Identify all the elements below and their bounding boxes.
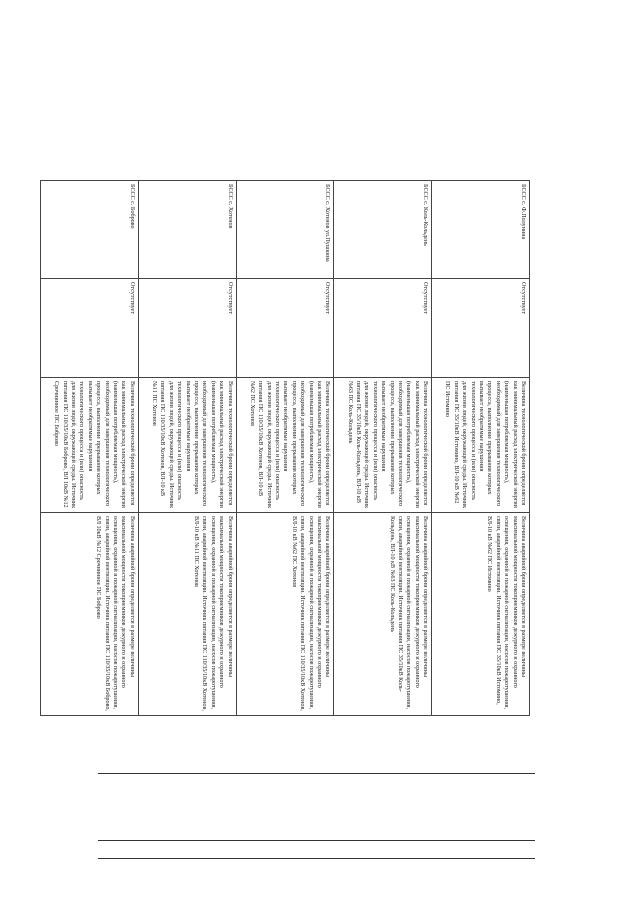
emergency-cell: Величина аварийной брони определяется в размере величины максимальной мощности токоприемников дежурного и охранного освещения, охранной и пожарной сигнализации, насосов пожаротушения, связи, аварийной вентиляции. Источник питания ПС 110/35/10кВ Хотенов, ВЛ-10 кВ №11 ПС Хотенов (138, 513, 236, 716)
location-cell: БССС с. Хотенов ул.Пушкина (236, 181, 334, 279)
description-cell: Величина технологической брони определяется как минимальный расход электрической энергии (наименьшая потребляемая мощность), необходимый для завершения технологического процесса, выполнение прерывания которых вызывает необратимые нарушения технологического процесса и (или) опасность для жизни людей, окружающей среды. Источник питания ПС 110/35/10кВ Боброво, ВЛ 10кВ №12 Срочнинное ПС Боброво (41, 378, 139, 513)
status-cell: Отсутствует (138, 279, 236, 378)
table-row (236, 181, 334, 716)
location-cell: БССС с. Хотенов (138, 181, 236, 279)
horizontal-rule (98, 840, 535, 841)
emergency-cell: Величина аварийной брони определяется в размере величины максимальной мощности токоприемников дежурного и охранного освещения, охранной и пожарной сигнализации, насосов пожаротушения, связи, аварийной вентиляции. Источник питания ПС 35/10кВ Коль-Кольдень, ВЛ-10 кВ №63 ПС Коль-Кольдень (334, 513, 432, 716)
table-row (138, 181, 236, 716)
rotated-table-container (40, 180, 530, 715)
location-cell: БССС с. Коль-Кольдень (334, 181, 432, 279)
emergency-cell: Величина аварийной брони определяется в размере величины максимальной мощности токоприемников дежурного и охранного освещения, охранной и пожарной сигнализации, насосов пожаротушения, связи, аварийной вентиляции. Источник питания ПС 110/35/10кВ Хотенов, ВЛ-10 кВ №62 ПС Хотенов (236, 513, 334, 716)
emergency-cell: Величина аварийной брони определяется в размере величины максимальной мощности токоприемников дежурного и охранного освещения, охранной и пожарной сигнализации, насосов пожаротушения, связи, аварийной вентиляции. Источник питания ПС 110/35/10кВ Боброво, ВЛ 10кВ №12 Срочнинное ПС Боброво (41, 513, 139, 716)
status-cell: Отсутствует (334, 279, 432, 378)
table-row (41, 181, 139, 716)
status-cell: Отсутствует (432, 279, 530, 378)
description-cell: Величина технологической брони определяется как минимальный расход электрической энергии (наименьшая потребляемая мощность), необходимый для завершения технологического процесса, выполнение прерывания которых вызывает необратимые нарушения технологического процесса и (или) опасность для жизни людей, окружающей среды. Источник питания ПС 110/35/10кВ Хотенов, ВЛ-10 кВ №62 ПС Хотенов (236, 378, 334, 513)
description-cell: Величина технологической брони определяется как минимальный расход электрической энергии (наименьшая потребляемая мощность), необходимый для завершения технологического процесса, выполнение прерывания которых вызывает необратимые нарушения технологического процесса и (или) опасность для жизни людей, окружающей среды. Источник питания ПС 110/35/10кВ Хотенов, ВЛ-10 кВ №11 ПС Хотенов (138, 378, 236, 513)
location-cell: БССС с. Ф.Полунина (432, 181, 530, 279)
location-cell: БССС с. Боброво (41, 181, 139, 279)
horizontal-rule (98, 773, 535, 774)
table-row (334, 181, 432, 716)
table-row (432, 181, 530, 716)
status-cell: Отсутствует (41, 279, 139, 378)
description-cell: Величина технологической брони определяется как минимальный расход электрической энергии (наименьшая потребляемая мощность), необходимый для завершения технологического процесса, выполнение прерывания которых вызывает необратимые нарушения технологического процесса и (или) опасность для жизни людей, окружающей среды. Источник питания ПС 35/10кВ Истомино, ВЛ-10 кВ №62 ПС Истомино (432, 378, 530, 513)
status-cell: Отсутствует (236, 279, 334, 378)
emergency-cell: Величина аварийной брони определяется в размере величины максимальной мощности токоприемников дежурного и охранного освещения, охранной и пожарной сигнализации, насосов пожаротушения, связи, аварийной вентиляции. Источник питания ПС 35/10кВ Истомино, ВЛ-10 кВ №62 ПС Истомино (432, 513, 530, 716)
data-table (40, 180, 530, 716)
horizontal-rule (98, 858, 535, 859)
description-cell: Величина технологической брони определяется как минимальный расход электрической энергии (наименьшая потребляемая мощность), необходимый для завершения технологического процесса, выполнение прерывания которых вызывает необратимые нарушения технологического процесса и (или) опасность для жизни людей, окружающей среды. Источник питания ПС 35/10кВ Коль-Кольдень, ВЛ-10 кВ №63 ПС Коль-Кольдень (334, 378, 432, 513)
